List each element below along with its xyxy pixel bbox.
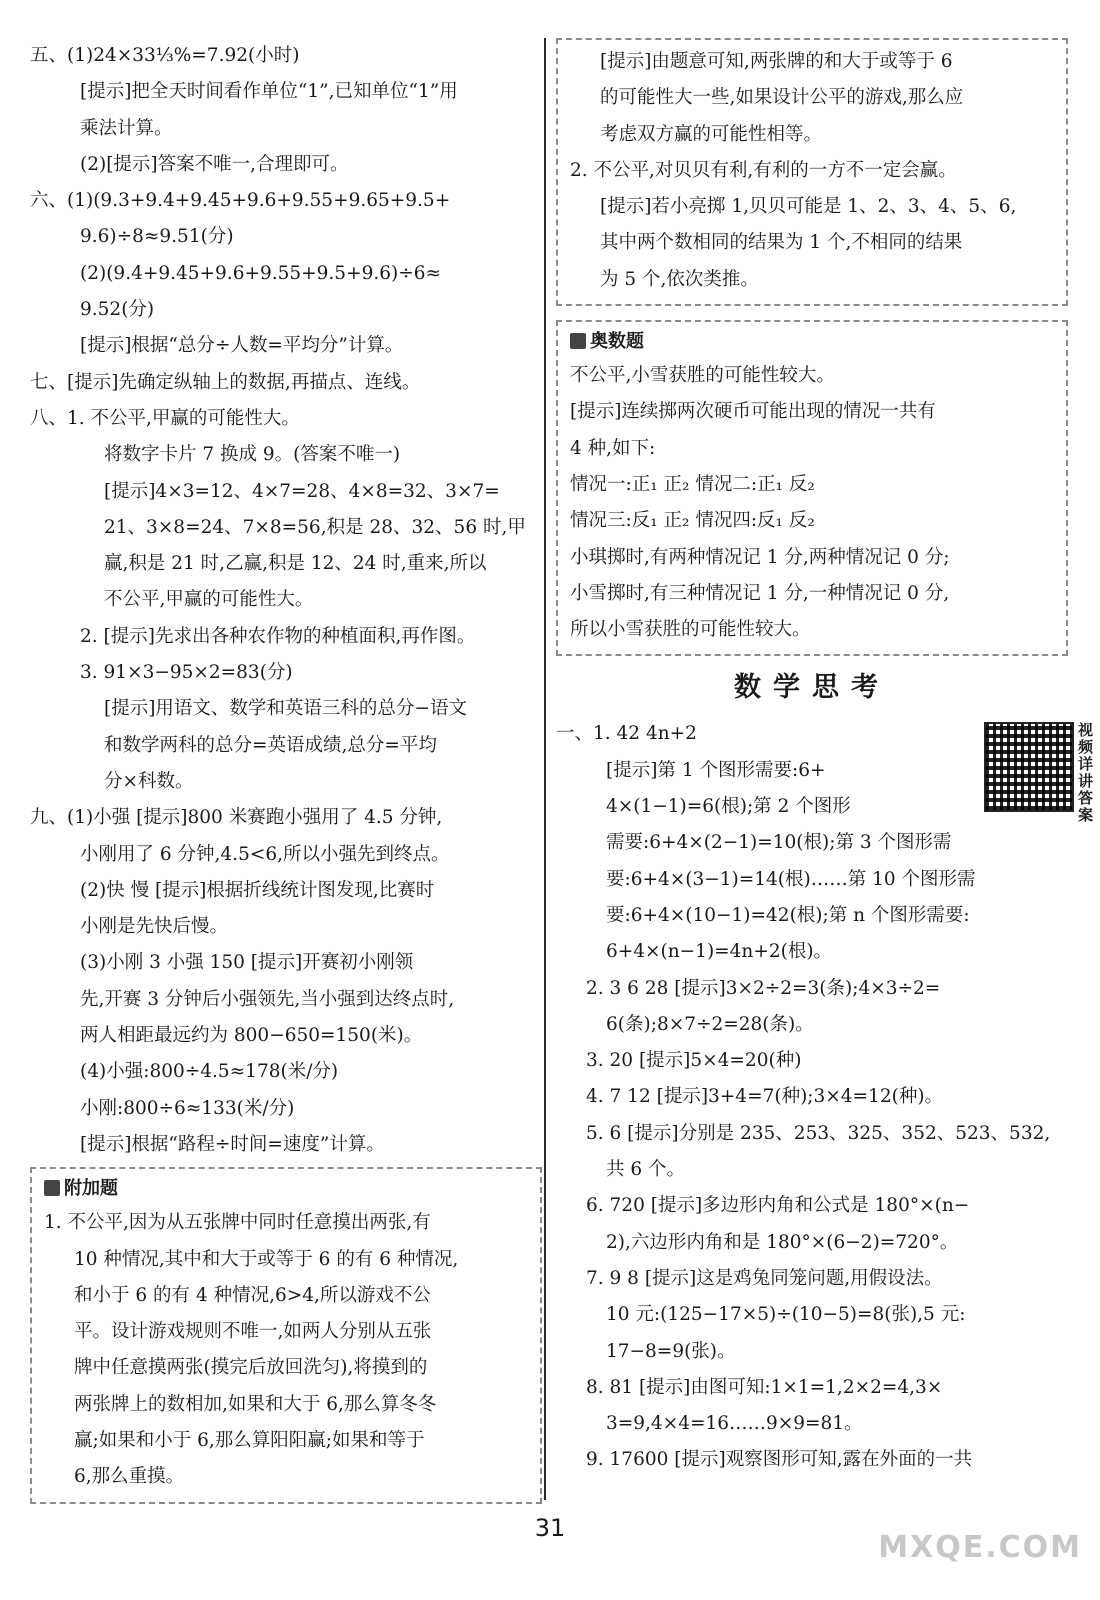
text-line: 小琪掷时,有两种情况记 1 分,两种情况记 0 分; (570, 546, 950, 568)
text-line: 9.6)÷8≈9.51(分) (80, 226, 234, 248)
text-line: 不公平,小雪获胜的可能性较大。 (570, 365, 835, 387)
text-line: 10 元:(125−17×5)÷(10−5)=8(张),5 元: (606, 1304, 966, 1326)
olympiad-box (556, 320, 1068, 656)
text-line: [提示]第 1 个图形需要:6+ (606, 759, 826, 781)
text-line: 7. 9 8 [提示]这是鸡兔同笼问题,用假设法。 (586, 1267, 943, 1289)
text-line: 9. 17600 [提示]观察图形可知,露在外面的一共 (586, 1449, 973, 1471)
text-line: 为 5 个,依次类推。 (600, 268, 759, 290)
text-line: [提示]根据“总分÷人数=平均分”计算。 (80, 335, 404, 357)
text-line: [提示]用语文、数学和英语三科的总分−语文 (104, 698, 467, 720)
text-line: (2)快 慢 [提示]根据折线统计图发现,比赛时 (80, 879, 435, 901)
text-line: 牌中任意摸两张(摸完后放回洗匀),将摸到的 (74, 1357, 428, 1379)
text-line: 17−8=9(张)。 (606, 1340, 736, 1362)
text-line: 两张牌上的数相加,如果和大于 6,那么算冬冬 (74, 1393, 437, 1415)
text-line: (4)小强:800÷4.5≈178(米/分) (80, 1061, 339, 1083)
text-line: 6. 720 [提示]多边形内角和公式是 180°×(n− (586, 1195, 970, 1217)
text-line: 6(条);8×7÷2=28(条)。 (606, 1013, 814, 1035)
text-line: 9.52(分) (80, 299, 155, 321)
section-title: 数学思考 (734, 672, 890, 704)
column-divider (544, 38, 546, 1500)
watermark: MXQE.COM (878, 1530, 1082, 1565)
text-line: 2. 3 6 28 [提示]3×2÷2=3(条);4×3÷2= (586, 977, 941, 999)
text-line: 2),六边形内角和是 180°×(6−2)=720°。 (606, 1231, 959, 1253)
text-line: 不公平,甲赢的可能性大。 (104, 589, 314, 611)
text-line: 共 6 个。 (606, 1159, 686, 1181)
extra-question-lines (44, 1205, 528, 1495)
math-thinking-lines (556, 716, 1068, 1478)
text-line: [提示]4×3=12、4×7=28、4×8=32、3×7= (104, 480, 500, 502)
text-line: 2. 不公平,对贝贝有利,有利的一方不一定会赢。 (570, 159, 957, 181)
text-line: 小刚:800÷6≈133(米/分) (80, 1097, 295, 1119)
continued-lines (570, 44, 1054, 298)
qr-code-icon[interactable] (984, 722, 1074, 812)
text-line: 3. 91×3−95×2=83(分) (80, 662, 293, 684)
page-number: 31 (534, 1514, 566, 1542)
continued-box (556, 38, 1068, 306)
text-line: 4×(1−1)=6(根);第 2 个图形 (606, 796, 851, 818)
text-line: 赢,积是 21 时,乙赢,积是 12、24 时,重来,所以 (104, 553, 487, 575)
text-line: (2)(9.4+9.45+9.6+9.55+9.5+9.6)÷6≈ (80, 262, 441, 284)
text-line: [提示]由题意可知,两张牌的和大于或等于 6 (600, 51, 953, 72)
text-line: 五、(1)24×33⅓%=7.92(小时) (30, 45, 300, 66)
text-line: [提示]若小亮掷 1,贝贝可能是 1、2、3、4、5、6, (600, 196, 1017, 218)
left-column (30, 38, 542, 1504)
olympiad-heading (570, 326, 1054, 358)
text-line: 两人相距最远约为 800−650=150(米)。 (80, 1025, 423, 1047)
text-line: 七、[提示]先确定纵轴上的数据,再描点、连线。 (30, 371, 421, 393)
text-line: 八、1. 不公平,甲赢的可能性大。 (30, 407, 300, 429)
left-answer-lines (30, 38, 542, 1163)
text-line: 要:6+4×(10−1)=42(根);第 n 个图形需要: (606, 904, 970, 926)
extra-question-box (30, 1167, 542, 1503)
text-line: 21、3×8=24、7×8=56,积是 28、32、56 时,甲 (104, 516, 526, 538)
text-line: 3. 20 [提示]5×4=20(种) (586, 1050, 802, 1072)
olympiad-title: 奥数题 (590, 331, 644, 353)
text-line: 一、1. 42 4n+2 (556, 723, 697, 745)
text-line: 5. 6 [提示]分别是 235、253、325、352、523、532, (586, 1122, 1051, 1144)
text-line: (2)[提示]答案不唯一,合理即可。 (80, 153, 349, 175)
text-line: 2. [提示]先求出各种农作物的种植面积,再作图。 (80, 625, 476, 647)
extra-question-title: 附加题 (64, 1178, 118, 1200)
text-line: 平。设计游戏规则不唯一,如两人分别从五张 (74, 1321, 432, 1343)
text-line: 情况三:反₁ 正₂ 情况四:反₁ 反₂ (570, 510, 815, 532)
text-line: 所以小雪获胜的可能性较大。 (570, 619, 811, 641)
text-line: 3=9,4×4=16……9×9=81。 (606, 1413, 863, 1435)
text-line: 小刚是先快后慢。 (80, 916, 229, 938)
text-line: 8. 81 [提示]由图可知:1×1=1,2×2=4,3× (586, 1376, 943, 1398)
text-line: [提示]根据“路程÷时间=速度”计算。 (80, 1133, 385, 1155)
text-line: 1. 不公平,因为从五张牌中同时任意摸出两张,有 (44, 1212, 431, 1234)
text-line: 4. 7 12 [提示]3+4=7(种);3×4=12(种)。 (586, 1086, 944, 1108)
text-line: 6+4×(n−1)=4n+2(根)。 (606, 941, 833, 963)
text-line: 其中两个数相同的结果为 1 个,不相同的结果 (600, 232, 963, 254)
text-line: [提示]连续掷两次硬币可能出现的情况一共有 (570, 401, 936, 423)
text-line: 要:6+4×(3−1)=14(根)……第 10 个图形需 (606, 868, 976, 890)
text-line: 分×科数。 (104, 770, 194, 792)
text-line: 九、(1)小强 [提示]800 米赛跑小强用了 4.5 分钟, (30, 807, 443, 829)
text-line: (3)小刚 3 小强 150 [提示]开赛初小刚领 (80, 952, 414, 974)
text-line: 和小于 6 的有 4 种情况,6>4,所以游戏不公 (74, 1284, 431, 1306)
section-flag-icon (44, 1180, 60, 1196)
qr-label: 视频详讲答案 (1078, 721, 1094, 824)
text-line: 小刚用了 6 分钟,4.5<6,所以小强先到终点。 (80, 843, 450, 865)
section-flag-icon (570, 333, 586, 349)
text-line: 4 种,如下: (570, 437, 656, 459)
text-line: 六、(1)(9.3+9.4+9.45+9.6+9.55+9.65+9.5+ (30, 190, 451, 212)
text-line: 情况一:正₁ 正₂ 情况二:正₁ 反₂ (570, 473, 815, 495)
text-line: 10 种情况,其中和大于或等于 6 的有 6 种情况, (74, 1248, 459, 1270)
text-line: 6,那么重摸。 (74, 1466, 185, 1488)
text-line: 乘法计算。 (80, 117, 173, 139)
extra-question-heading (44, 1173, 528, 1205)
text-line: 考虑双方赢的可能性相等。 (600, 123, 823, 145)
olympiad-lines (570, 358, 1054, 648)
text-line: 的可能性大一些,如果设计公平的游戏,那么应 (600, 87, 964, 109)
text-line: 将数字卡片 7 换成 9。(答案不唯一) (104, 444, 401, 466)
text-line: 需要:6+4×(2−1)=10(根);第 3 个图形需 (606, 832, 952, 854)
text-line: [提示]把全天时间看作单位“1”,已知单位“1”用 (80, 81, 458, 103)
text-line: 先,开赛 3 分钟后小强领先,当小强到达终点时, (80, 988, 455, 1010)
text-line: 赢;如果和小于 6,那么算阳阳赢;如果和等于 (74, 1429, 425, 1451)
text-line: 小雪掷时,有三种情况记 1 分,一种情况记 0 分, (570, 582, 950, 604)
text-line: 和数学两科的总分=英语成绩,总分=平均 (104, 734, 437, 756)
